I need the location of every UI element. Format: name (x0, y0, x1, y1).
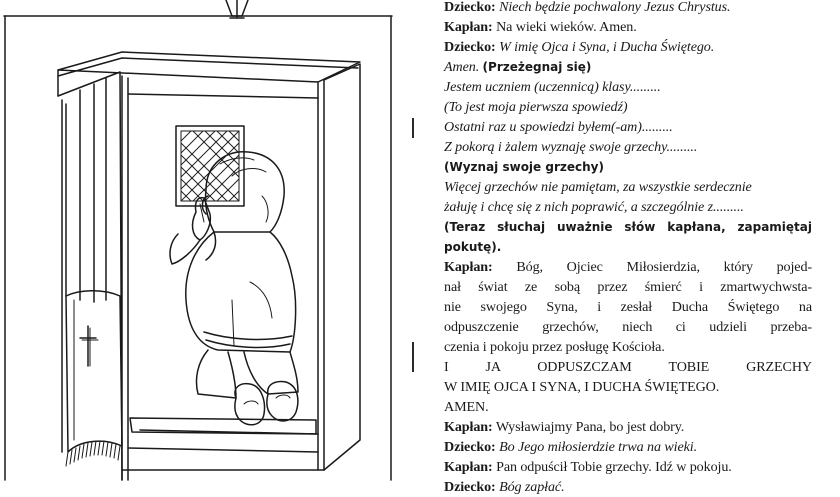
gutter-mark-bottom (412, 342, 414, 372)
text-line-14: Kapłan: Bóg, Ojciec Miłosierdzia, który pojed- (444, 259, 812, 275)
text-line-2: Kapłan: Na wieki wieków. Amen. (444, 19, 637, 35)
stole-cloth (66, 291, 122, 466)
text-line-15: nał świat ze sobą przez śmierć i zmartwychwsta- (444, 279, 812, 295)
text-line-17: odpuszczenie grzechów, niech ci udzieli przeba- (444, 319, 812, 335)
text-line-8: Z pokorą i żalem wyznaję swoje grzechy......... (444, 139, 698, 155)
text-line-22: Kapłan: Wysławiajmy Pana, bo jest dobry. (444, 419, 685, 435)
text-line-21: AMEN. (444, 399, 489, 415)
text-line-20: W IMIĘ OJCA I SYNA, I DUCHA ŚWIĘTEGO. (444, 379, 720, 395)
confessional-grille (176, 126, 244, 206)
text-line-7: Ostatni raz u spowiedzi byłem(-am)......... (444, 119, 673, 135)
text-line-9: (Wyznaj swoje grzechy) (444, 160, 604, 174)
text-line-13: pokutę). (444, 240, 502, 254)
confession-text (444, 0, 812, 497)
confessional-booth (58, 52, 360, 480)
text-line-5: Jestem uczniem (uczennicą) klasy......... (444, 79, 661, 95)
confessional-illustration (0, 0, 400, 480)
text-line-4: Amen. (Przeżegnaj się) (444, 59, 592, 75)
text-line-24: Kapłan: Pan odpuścił Tobie grzechy. Idź w pokoju. (444, 459, 732, 475)
text-line-16: nie swojego Syna, i zesłał Ducha Świętego na (444, 299, 812, 315)
text-line-23: Dziecko: Bo Jego miłosierdzie trwa na wieki. (444, 439, 698, 455)
text-line-6: (To jest moja pierwsza spowiedź) (444, 99, 628, 115)
text-line-25: Dziecko: Bóg zapłać. (444, 479, 565, 495)
text-line-3: Dziecko: W imię Ojca i Syna, i Ducha Świętego. (444, 39, 715, 55)
text-line-12: (Teraz słuchaj uważnie słów kapłana, zapamiętaj (444, 220, 812, 234)
text-line-19: I JA ODPUSZCZAM TOBIE GRZECHY (444, 359, 812, 375)
gutter-mark-top (412, 118, 414, 138)
text-line-11: żałuję i chcę się z nich poprawić, a szczególnie z......... (444, 199, 744, 215)
text-line-10: Więcej grzechów nie pamiętam, za wszystkie serdecznie (444, 179, 752, 195)
text-line-1: Dziecko: Niech będzie pochwalony Jezus Chrystus. (444, 0, 731, 15)
text-line-18: czenia i pokoju przez posługę Kościoła. (444, 339, 665, 355)
